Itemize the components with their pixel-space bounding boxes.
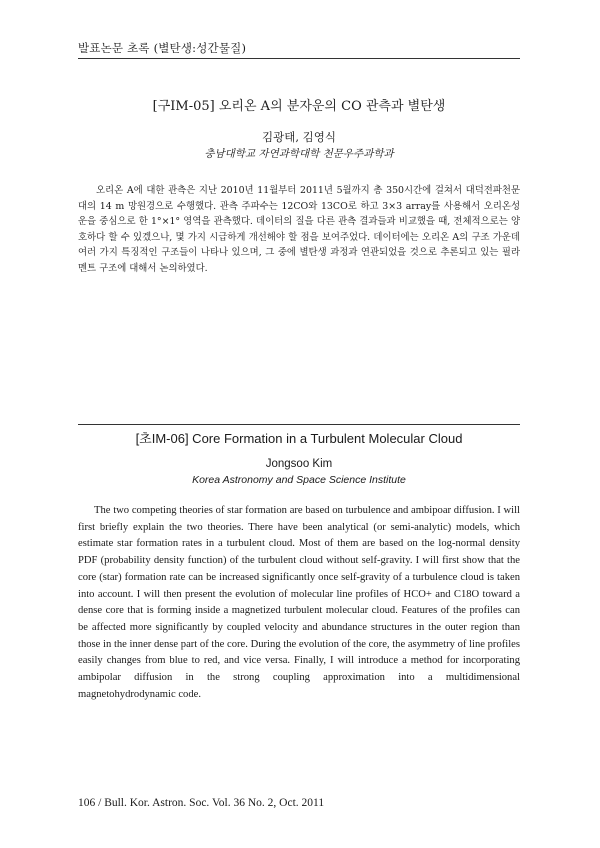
abstract-body: 오리온 A에 대한 관측은 지난 2010년 11월부터 2011년 5월까지 총 350시간에 걸쳐서 대덕전파천문대의 14 m 망원경으로 수행했다. 관측 주파수는 12CO와 13CO로 하고 3×3 array를 사용해서 오리온성운을 중심으로 한 1°×1° 영역을 관측했다. 데이터의 질을 다른 관측 결과들과 비교했을 때, 전체적으로는 양호하다 할 수 있겠으나, 몇 가지 시급하게 개선해야 할 점을 보여주었다. 데이터에는 오리온 A의 구조 가운데 여러 가지 특징적인 구조들이 나타나 있으며, 그 중에 별탄생 과정과 연관되었을 것으로 추론되고 있는 필라멘트 구조에 대해서 논의하였다. bbox=[78, 185, 520, 274]
header-rule bbox=[78, 58, 520, 59]
abstract-title: [구IM-05] 오리온 A의 분자운의 CO 관측과 별탄생 bbox=[152, 99, 446, 114]
running-header: 발표논문 초록 (별탄생:성간물질) bbox=[78, 41, 247, 55]
abstract-authors: 김광태, 김영식 bbox=[262, 130, 336, 144]
abstract-title: [초IM-06] Core Formation in a Turbulent Molecular Cloud bbox=[135, 431, 463, 446]
section-divider bbox=[78, 424, 520, 425]
abstract-affiliation: Korea Astronomy and Space Science Institute bbox=[192, 474, 406, 486]
abstract-affiliation: 충남대학교 자연과학대학 천문우주과학과 bbox=[204, 148, 394, 160]
abstract-body: The two competing theories of star formation are based on turbulence and ambipoar diffusion. I will first briefly explain the two theories. There have been analytical (or semi-analytic) models, which estimate star formation rates in a turbulent cloud. Most of them are based on the log-normal density PDF (probability density function) of the turbulent cloud without self-gravity. I will first show that the core (star) formation rate can be increased significantly once self-gravity of a turbulence cloud is taken into account. I will then present the evolution of molecular line profiles of HCO+ and C18O toward a dense core that is forming inside a magnetized turbulent molecular cloud. Features of the profiles can be affected more significantly by coupled velocity and abundance structures in the outer region than those in the inner dense part of the core. During the evolution of the core, the asymmetry of line profiles easily changes from blue to red, and vice versa. Finally, I will introduce a method for incorporating ambipolar diffusion in the strong coupling approximation into a multidimensional magnetohydrodynamic code. bbox=[78, 505, 520, 700]
page-footer: 106 / Bull. Kor. Astron. Soc. Vol. 36 No. 2, Oct. 2011 bbox=[78, 797, 325, 809]
abstract-authors: Jongsoo Kim bbox=[265, 458, 333, 470]
